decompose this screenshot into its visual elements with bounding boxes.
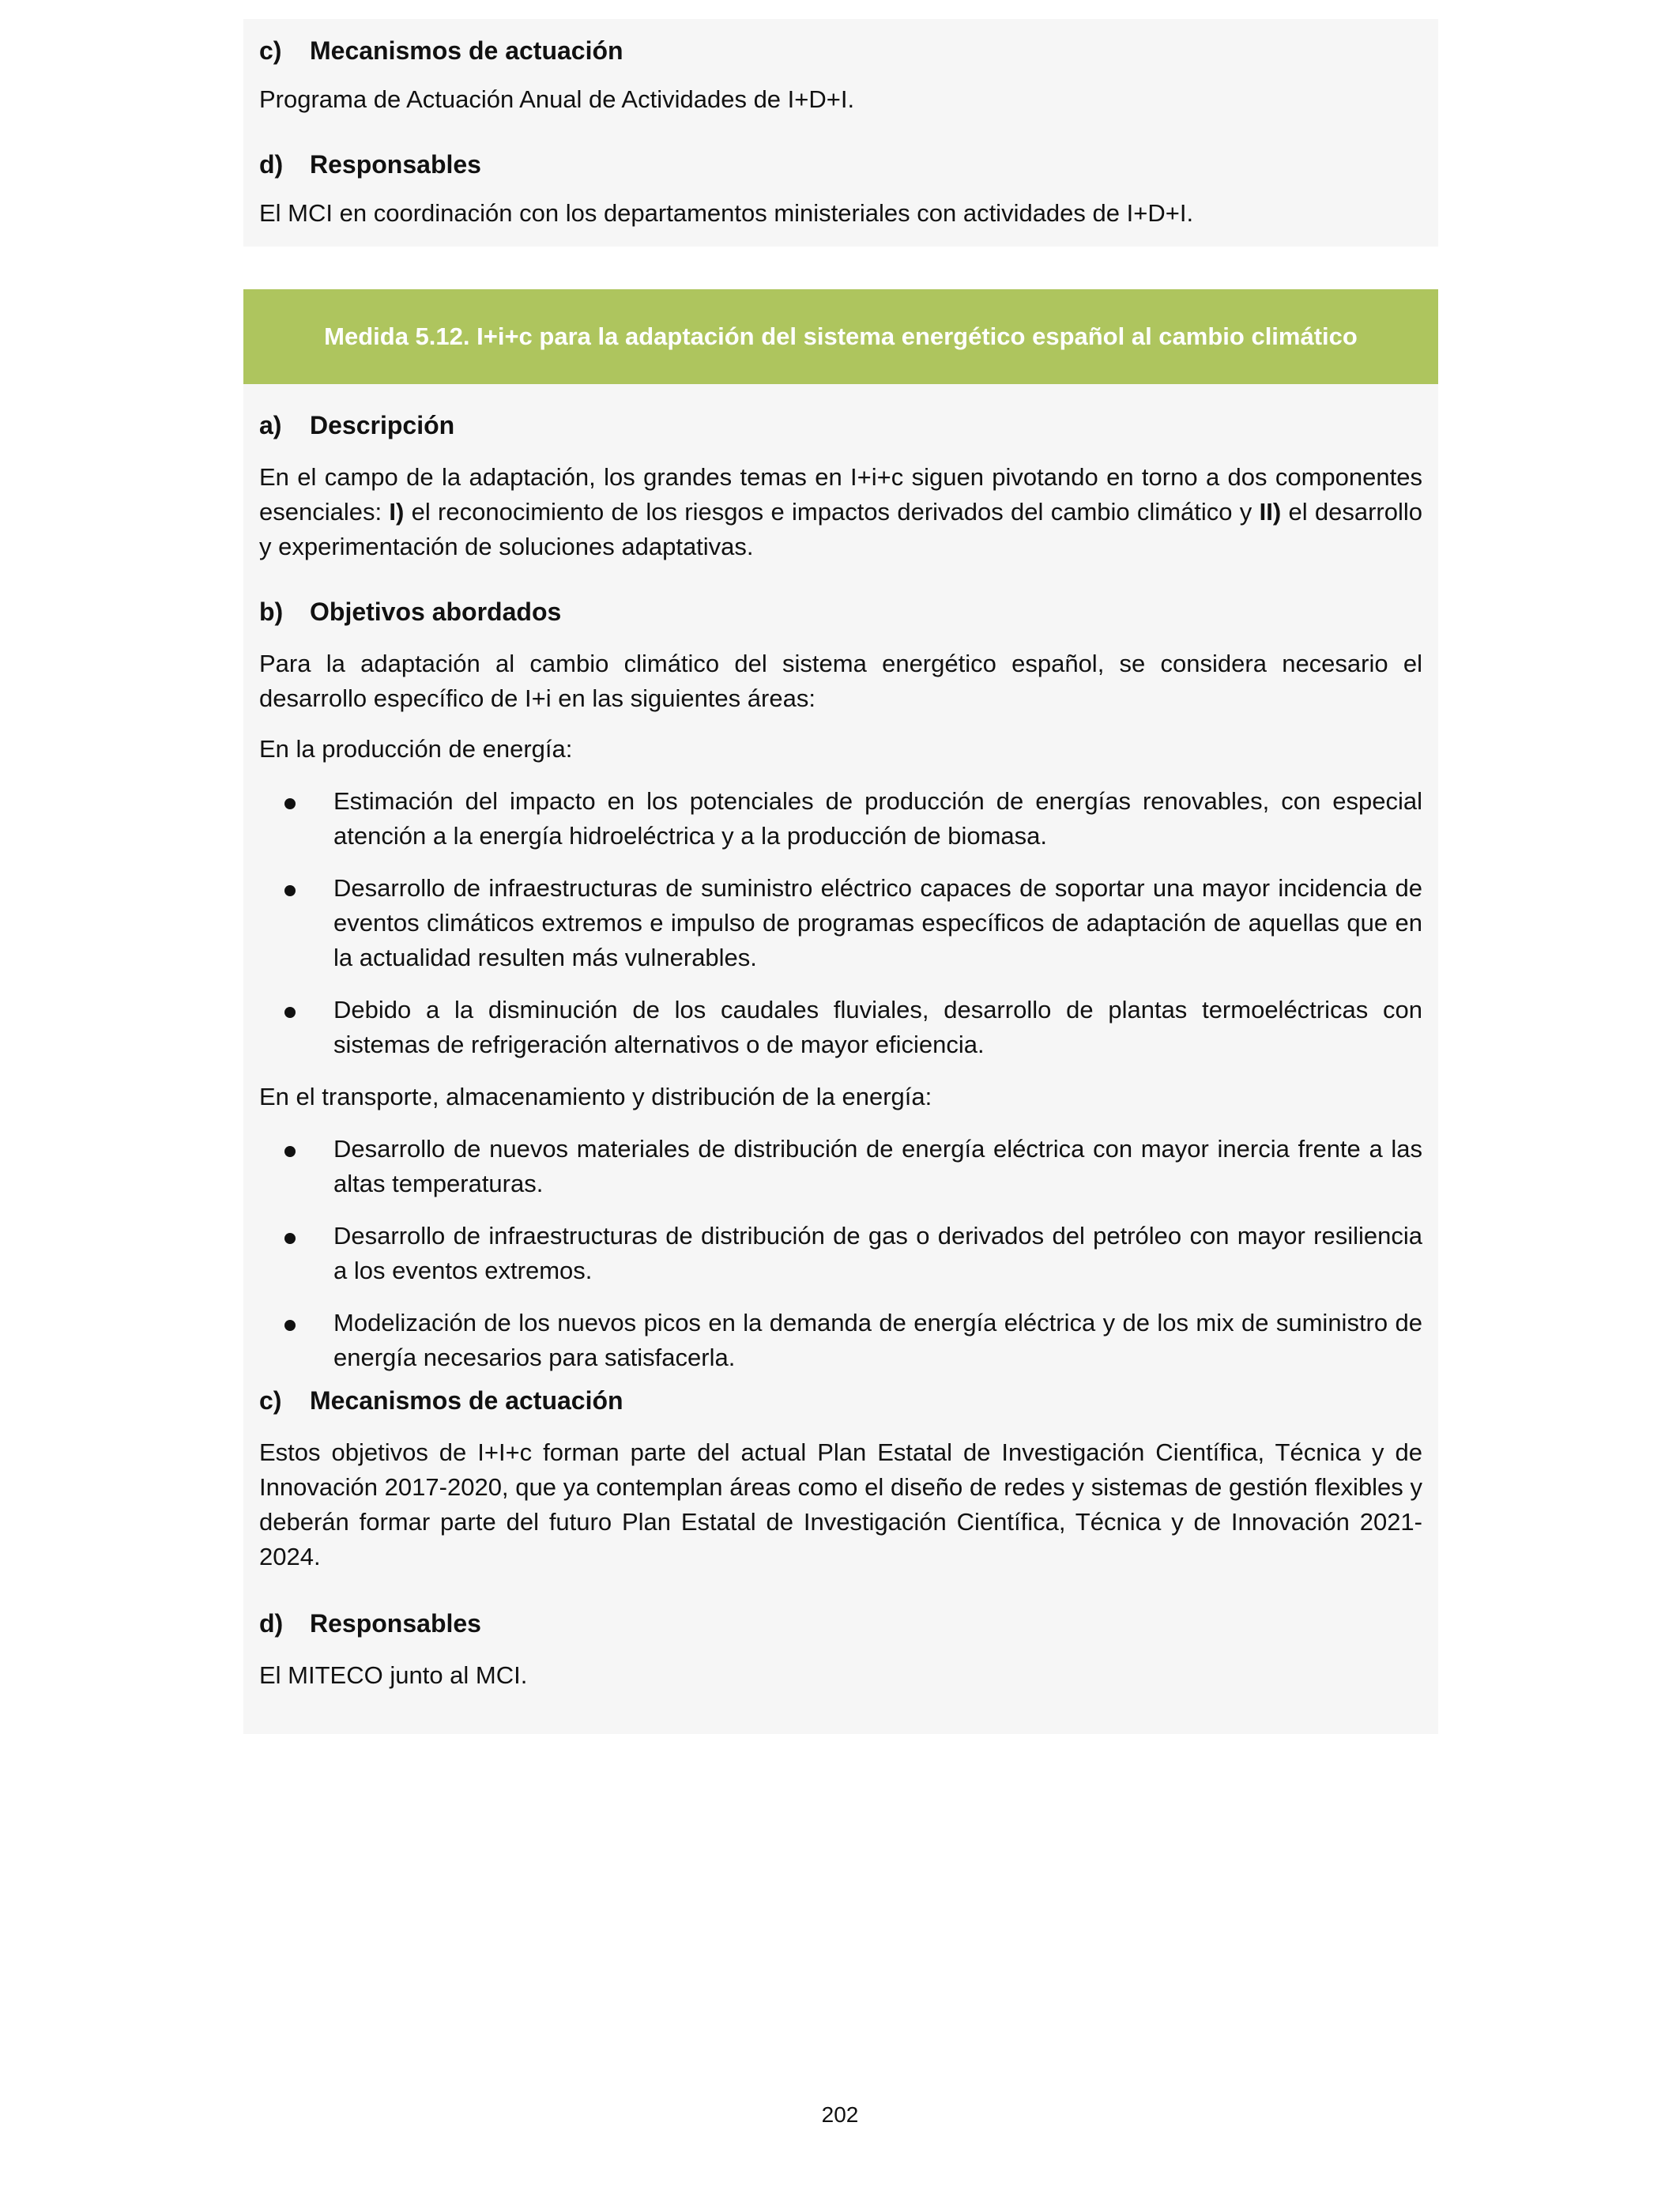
group-label-production: En la producción de energía: (259, 735, 573, 763)
section-title: Mecanismos de actuación (310, 36, 623, 65)
section-heading-c (259, 35, 623, 66)
objectives-intro: Para la adaptación al cambio climático del sistema energético español, se considera necesario el desarrollo específico de I+i en las siguientes áreas: (259, 650, 1422, 712)
bullet-icon (284, 885, 296, 896)
list-item: Desarrollo de infraestructuras de distribución de gas o derivados del petróleo con mayor resiliencia a los eventos extremos. (259, 1219, 1422, 1288)
bullet-list-transport (259, 1132, 1422, 1393)
description-paragraph: En el campo de la adaptación, los grandes temas en I+i+c siguen pivotando en torno a dos componentes esenciales: I) el reconocimiento de los riesgos e impactos derivados del cambio climático y II) el desarrollo y experimentación de soluciones adaptativas. (259, 463, 1422, 560)
section-heading-b (259, 596, 561, 628)
section-text-d: El MCI en coordinación con los departamentos ministeriales con actividades de I+D+I. (259, 199, 1194, 227)
section-letter: b) (259, 598, 284, 626)
measure-title-banner: Medida 5.12. I+i+c para la adaptación del sistema energético español al cambio climático (243, 289, 1438, 384)
section-heading-a (259, 409, 454, 441)
section-letter: c) (259, 36, 282, 65)
section-heading-c (259, 1385, 623, 1416)
bullet-icon (284, 798, 296, 809)
previous-measure-box (243, 19, 1438, 247)
section-title: Descripción (310, 411, 455, 439)
list-item: Modelización de los nuevos picos en la demanda de energía eléctrica y de los mix de suministro de energía necesarios para satisfacerla. (259, 1306, 1422, 1375)
bullet-icon (284, 1320, 296, 1331)
list-item: Desarrollo de infraestructuras de suministro eléctrico capaces de soportar una mayor incidencia de eventos climáticos extremos e impulso de programas específicos de adaptación de aquellas que en la actualidad resulten más vulnerables. (259, 871, 1422, 975)
section-heading-d (259, 149, 481, 180)
section-letter: a) (259, 411, 282, 439)
bullet-list-production (259, 784, 1422, 1080)
mechanisms-paragraph: Estos objetivos de I+I+c forman parte del actual Plan Estatal de Investigación Científica, Técnica y de Innovación 2017-2020, que ya contemplan áreas como el diseño de redes y sistemas de gestión flexibles y deberán formar parte del futuro Plan Estatal de Investigación Científica, Técnica y de Innovación 2021-2024. (259, 1438, 1422, 1570)
section-title: Objetivos abordados (310, 598, 562, 626)
section-text-c: Programa de Actuación Anual de Actividades de I+D+I. (259, 85, 855, 113)
section-title: Responsables (310, 150, 481, 179)
list-item: Debido a la disminución de los caudales fluviales, desarrollo de plantas termoeléctricas con sistemas de refrigeración alternativos o de mayor eficiencia. (259, 993, 1422, 1062)
section-letter: d) (259, 150, 284, 179)
section-title: Mecanismos de actuación (310, 1386, 623, 1415)
bullet-icon (284, 1146, 296, 1157)
section-title: Responsables (310, 1609, 481, 1638)
bullet-icon (284, 1233, 296, 1244)
page-number: 202 (821, 2102, 859, 2127)
section-heading-d (259, 1608, 481, 1639)
list-item: Desarrollo de nuevos materiales de distribución de energía eléctrica con mayor inercia frente a las altas temperaturas. (259, 1132, 1422, 1201)
section-letter: d) (259, 1609, 284, 1638)
group-label-transport: En el transporte, almacenamiento y distribución de la energía: (259, 1083, 932, 1110)
list-item: Estimación del impacto en los potenciales de producción de energías renovables, con especial atención a la energía hidroeléctrica y a la producción de biomasa. (259, 784, 1422, 854)
bullet-icon (284, 1007, 296, 1018)
responsables-text: El MITECO junto al MCI. (259, 1661, 528, 1689)
section-letter: c) (259, 1386, 282, 1415)
measure-box (243, 289, 1438, 1734)
